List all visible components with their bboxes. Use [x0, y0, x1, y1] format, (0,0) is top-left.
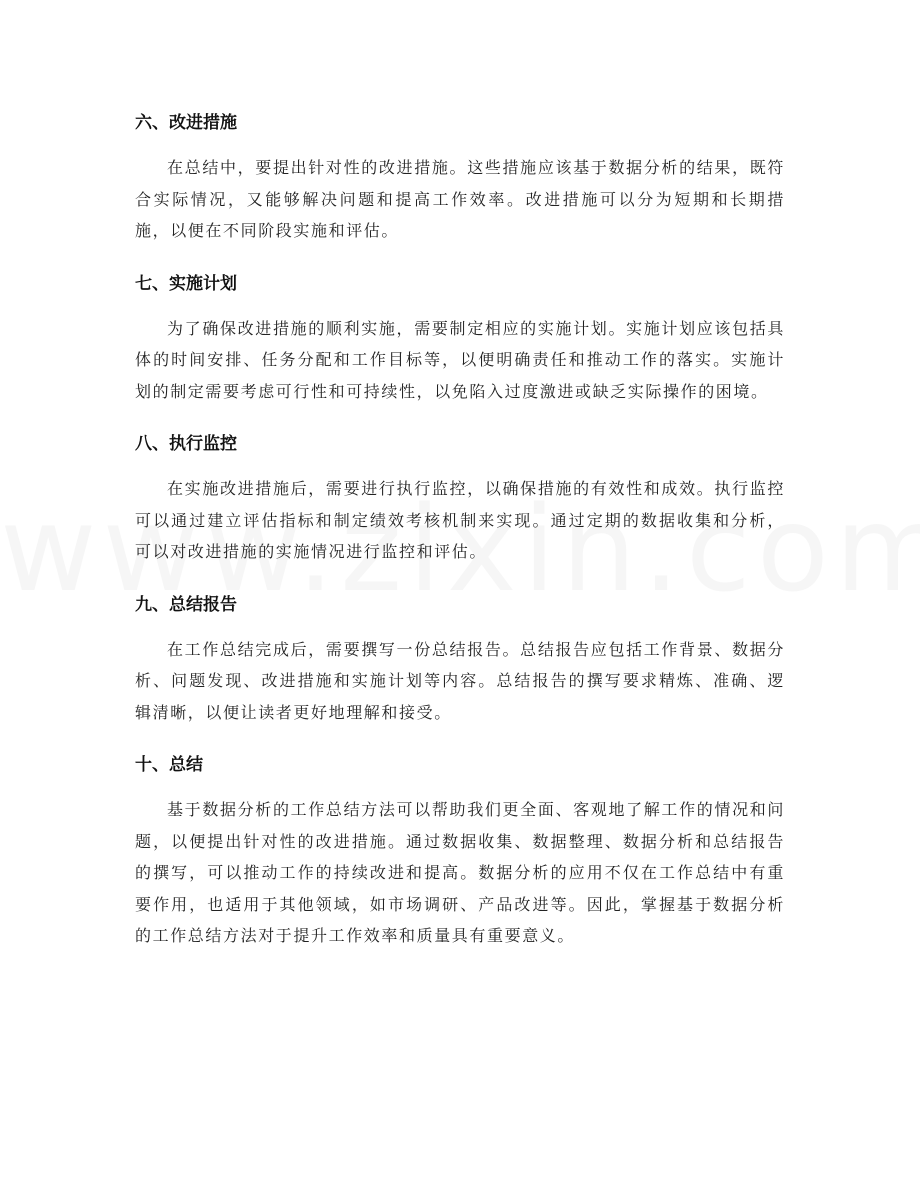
document-body — [135, 98, 785, 964]
section-paragraph: 在实施改进措施后，需要进行执行监控，以确保措施的有效性和成效。执行监控可以通过建立评估指标和制定绩效考核机制来实现。通过定期的数据收集和分析，可以对改进措施的实施情况进行监控和评估。 — [135, 479, 785, 561]
section-heading: 十、总结 — [135, 755, 203, 775]
section-paragraph: 为了确保改进措施的顺利实施，需要制定相应的实施计划。实施计划应该包括具体的时间安排、任务分配和工作目标等，以便明确责任和推动工作的落实。实施计划的制定需要考虑可行性和可持续性，以免陷入过度激进或缺乏实际操作的困境。 — [135, 318, 785, 401]
section-paragraph: 在总结中，要提出针对性的改进措施。这些措施应该基于数据分析的结果，既符合实际情况，又能够解决问题和提高工作效率。改进措施可以分为短期和长期措施，以便在不同阶段实施和评估。 — [135, 158, 785, 240]
section-implementation-plan — [135, 259, 785, 408]
section-heading: 九、总结报告 — [135, 594, 237, 615]
section-heading: 八、执行监控 — [135, 434, 237, 454]
section-summary-report — [135, 580, 785, 729]
section-improvement-measures — [135, 98, 785, 247]
section-conclusion — [135, 740, 785, 952]
section-heading: 六、改进措施 — [135, 113, 237, 133]
section-paragraph: 基于数据分析的工作总结方法可以帮助我们更全面、客观地了解工作的情况和问题，以便提出针对性的改进措施。通过数据收集、数据整理、数据分析和总结报告的撰写，可以推动工作的持续改进和提高。数据分析的应用不仅在工作总结中有重要作用，也适用于其他领域，如市场调研、产品改进等。因此，掌握基于数据分析的工作总结方法对于提升工作效率和质量具有重要意义。 — [135, 800, 785, 945]
section-execution-monitoring — [135, 419, 785, 568]
section-heading: 七、实施计划 — [135, 273, 237, 294]
section-paragraph: 在工作总结完成后，需要撰写一份总结报告。总结报告应包括工作背景、数据分析、问题发现、改进措施和实施计划等内容。总结报告的撰写要求精炼、准确、逻辑清晰，以便让读者更好地理解和接受。 — [135, 639, 785, 722]
